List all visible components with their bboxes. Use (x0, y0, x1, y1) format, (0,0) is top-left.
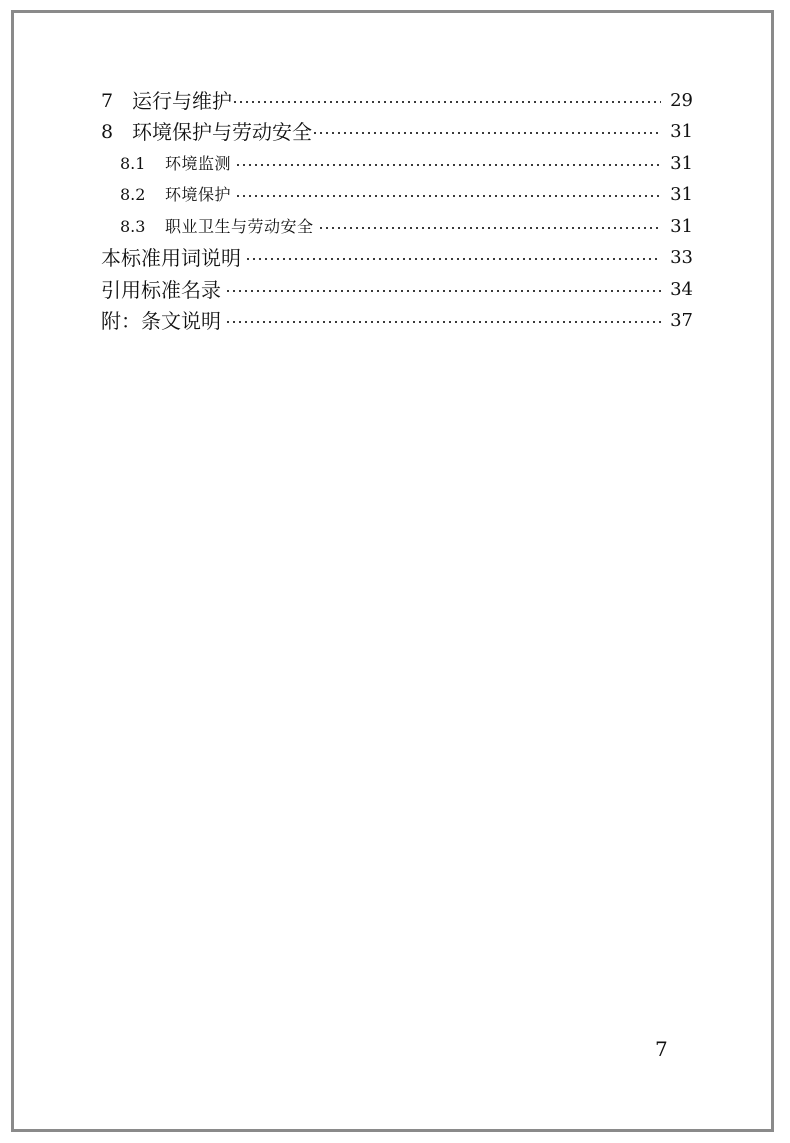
toc-entry-title: 引用标准名录 (101, 277, 221, 302)
toc-entry-page: 33 (670, 247, 693, 268)
toc-entry-page: 29 (670, 89, 693, 111)
toc-entry-number: 8.1 (120, 153, 146, 173)
toc-entry-number: 7 (101, 89, 114, 112)
toc-dot-leader (235, 193, 661, 199)
toc-entry-page: 31 (670, 121, 693, 142)
toc-entry-title: 环境保护与劳动安全 (132, 120, 312, 144)
toc-entry-title: 本标准用词说明 (101, 246, 241, 270)
toc-dot-leader (225, 288, 661, 294)
toc-entry-title: 附：条文说明 (101, 309, 221, 333)
page-number: 7 (655, 1037, 668, 1061)
toc-entry-appendix[interactable] (101, 302, 691, 334)
toc-entry-8[interactable] (101, 113, 691, 145)
toc-entry-title: 职业卫生与劳动安全 (165, 216, 314, 236)
toc-entry-page: 34 (670, 278, 693, 300)
table-of-contents (101, 81, 691, 333)
toc-dot-leader (245, 256, 661, 262)
toc-entry-references[interactable] (101, 270, 691, 302)
toc-entry-title: 环境保护 (165, 185, 232, 204)
toc-entry-page: 31 (670, 152, 693, 174)
toc-dot-leader (235, 162, 661, 168)
toc-dot-leader (318, 225, 661, 231)
toc-entry-page: 31 (670, 215, 693, 237)
toc-entry-8-1[interactable] (101, 144, 691, 176)
toc-dot-leader (312, 130, 661, 136)
toc-entry-number: 8.2 (120, 185, 146, 204)
toc-entry-8-3[interactable] (101, 207, 691, 239)
toc-entry-number: 8 (101, 121, 114, 143)
toc-dot-leader (232, 99, 661, 105)
toc-entry-title: 运行与维护 (132, 88, 232, 113)
toc-dot-leader (225, 319, 661, 325)
toc-entry-title: 环境监测 (165, 153, 232, 173)
toc-entry-8-2[interactable] (101, 176, 691, 208)
toc-entry-page: 31 (670, 184, 693, 205)
toc-entry-7[interactable] (101, 81, 691, 113)
toc-entry-terms[interactable] (101, 239, 691, 271)
toc-entry-number: 8.3 (120, 216, 146, 236)
toc-entry-page: 37 (670, 310, 693, 331)
